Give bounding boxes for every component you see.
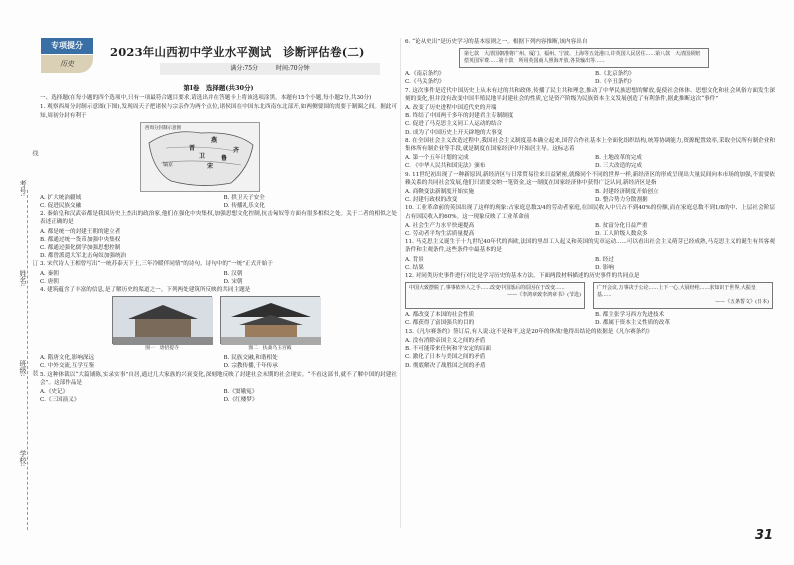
q6-options <box>405 70 775 86</box>
q9-option-a[interactable]: A. 商鞅变法新制度开始实施 <box>405 189 475 196</box>
q7-option-c[interactable]: C. 促进了马克思主义同工人运动的结合 <box>405 121 503 128</box>
q3-stem: 3. 宋代诗人王相曾写出“一统苏泰天下土,三年冷暖伴同情”的诗句。诗句中的“一统”正式开始于 <box>40 261 273 268</box>
q4-photo-2 <box>220 296 320 352</box>
q8-option-b[interactable]: B. 土地改革的完成 <box>595 155 642 162</box>
q4-photos <box>112 296 397 352</box>
class-label: 班级: <box>19 360 27 377</box>
q11-option-a[interactable]: A. 背景 <box>405 256 424 263</box>
q8-stem: 8. 在全国社会主义改造过程中,我国社会主义制度基本确立起来,国营合作社基本上全面化组织结构,统筹协调能力,资源配置效率,采取全民所有制企业和集体所有制企业等手段,就是制度在国家经济中开始居主导。这标志着 <box>405 137 775 153</box>
q1-options <box>40 194 397 210</box>
q10-option-d[interactable]: D. 工人阶级人数众多 <box>595 231 648 238</box>
q5-option-d[interactable]: D.《红楼梦》 <box>223 397 258 404</box>
name-label: 姓名: <box>19 270 27 287</box>
q13-option-c[interactable]: C. 激化了日本与美国之间的矛盾 <box>405 354 486 361</box>
q7-option-a[interactable]: A. 改变了历史进程中国近代史的开端 <box>405 105 497 112</box>
map-label-lu: 鲁 <box>221 154 228 162</box>
q6-option-a[interactable]: A.《南京条约》 <box>405 71 445 78</box>
q4-option-c[interactable]: C. 中外交流,互学互鉴 <box>40 363 95 370</box>
q11-option-b[interactable]: B. 经过 <box>595 256 614 263</box>
q9-option-d[interactable]: D. 整合势力分散割据 <box>595 197 648 204</box>
q5-options <box>40 388 397 404</box>
category-tag: 专项提分 <box>41 38 93 54</box>
q3-option-d[interactable]: D. 宋朝 <box>223 278 243 285</box>
q4-options <box>40 354 397 370</box>
palace-roof-graphic <box>221 297 321 345</box>
q10-option-b[interactable]: B. 贫富分化日益严重 <box>595 222 648 229</box>
exam-number-label: 考号: <box>19 180 27 197</box>
q12-material-2 <box>593 282 773 309</box>
q6-option-d[interactable]: D.《辛丑条约》 <box>595 79 635 86</box>
q7-option-d[interactable]: D. 成为了中国历史上开天辟地的大事变 <box>405 129 503 136</box>
map-label-haojing: 镐京 <box>163 161 174 168</box>
q10-options <box>405 222 775 238</box>
temple-image <box>112 296 212 344</box>
exam-title: 2023年山西初中学业水平测试 诊断评估卷(二) <box>110 45 365 59</box>
q3-option-a[interactable]: A. 秦朝 <box>40 270 59 277</box>
q1-option-c[interactable]: C. 促进民族交融 <box>40 203 82 210</box>
q12-material-1 <box>405 282 585 309</box>
time-text: 时间:70分钟 <box>275 65 310 72</box>
map-label-song: 宋 <box>207 162 214 170</box>
q3-option-b[interactable]: B. 汉朝 <box>223 270 243 277</box>
right-column <box>405 38 775 370</box>
temple-roof-graphic <box>113 297 213 345</box>
q1-option-a[interactable]: A. 扩大统治疆域 <box>40 194 82 201</box>
q13-option-a[interactable]: A. 没有消除帝国主义之间的矛盾 <box>405 337 486 344</box>
q12-materials <box>405 282 775 309</box>
q12-option-b[interactable]: B. 都主张学习西方先进技术 <box>595 312 665 319</box>
q8-option-d[interactable]: D. 三大改造的完成 <box>595 163 642 170</box>
q4-photo-1 <box>112 296 212 352</box>
q6-option-b[interactable]: B.《北京条约》 <box>595 71 635 78</box>
q12-option-c[interactable]: C. 都获得了富国强兵的目的 <box>405 320 475 327</box>
q6-option-c[interactable]: C.《马关条约》 <box>405 79 445 86</box>
q8-option-c[interactable]: C. 《中华人民共和国宪法》颁布 <box>405 163 486 170</box>
binding-word-ding: 订 <box>31 260 38 266</box>
q7-stem: 7. 这次事件是近代中国历史上从未有过的共和政体,传播了民主共和理念,推动了中华民族思想的解放,促使社会体体、思想文化和社会风俗方面发生深刻的变化,但并没有改变中国半殖民地半封建社会的性质,它是资产阶级为民族资本主义发展创造了有利条件,据此推断这次“事件” <box>405 87 775 102</box>
q4-option-b[interactable]: B. 民族交融,和谐相处 <box>223 355 278 362</box>
q2-option-d[interactable]: D. 都曾派遣大军北击匈奴加强统治 <box>40 253 127 260</box>
q10-option-a[interactable]: A. 社会生产力水平快速提高 <box>405 222 475 229</box>
exam-meta <box>160 63 380 75</box>
q1-option-d[interactable]: D. 传播礼乐文化 <box>223 203 265 210</box>
q12-material-2-source: ——《五条誓文》(日本) <box>715 299 769 306</box>
map-label-qi: 齐 <box>233 146 240 154</box>
q13-option-b[interactable]: B. 不可能带来任何和平安定的局面 <box>405 346 491 353</box>
q11-options <box>405 256 775 272</box>
q2-stem: 2. 秦始皇和汉武帝都是我国历史上杰出的政治家,他们在强化中央集权,加强思想文化控制,抗击匈奴等方面有很多相似之处。关于二者的相似之处表述正确的是 <box>40 211 397 226</box>
map-label-wei: 卫 <box>199 152 206 160</box>
q5-option-b[interactable]: B.《窦娥冤》 <box>223 389 258 396</box>
column-divider <box>400 38 401 528</box>
q5-option-c[interactable]: C.《三国演义》 <box>40 397 80 404</box>
q6-quote: 第七款 大清国朝准将广州、厦门、福州、宁波、上海等五处港口,许英国人民居住......第八款 大清国须赔偿英国军费......第十款 所用英国商人照海开放,各货输出等...... <box>459 48 709 68</box>
q2-option-b[interactable]: B. 都通过统一货币加强中央集权 <box>40 236 121 243</box>
q12-material-1-source: ——《李鸿章致李鸿章书》(节选) <box>507 292 581 299</box>
q8-option-a[interactable]: A. 第一个五年计划的完成 <box>405 155 469 162</box>
section-title: 第Ⅰ卷 选择题(共30分) <box>183 84 254 92</box>
q8-options <box>405 154 775 170</box>
q3-option-c[interactable]: C. 唐朝 <box>40 278 59 285</box>
school-label: 学校: <box>19 450 27 467</box>
q4-option-d[interactable]: D. 宗教传播,千年传承 <box>223 363 278 370</box>
binding-word-zhuang: 装 <box>31 370 38 376</box>
q1-stem: 1. 观察西周分封制示意图(下图),发现周天子把诸侯与宗亲作为两个点位,诸侯国在中国东北西南东北部开,如两侧要围的需要于制圈之间。据此可知,周初分封有利于 <box>40 104 397 119</box>
map-label-jin: 晋 <box>189 144 196 152</box>
q13-stem: 13.《凡尔赛条约》签订后,有人说:这不是和平,这是20年的休战!他得出结论的依据是《凡尔赛条约》 <box>405 328 653 335</box>
section-intro: 一、选择题(在每小题的四个选项中,只有一项最符合题目要求,请选出并在答题卡上将该选项涂黑。本题有15个小题,每小题2分,共30分) <box>40 95 372 102</box>
q1-map <box>140 122 260 192</box>
palace-image <box>220 296 320 344</box>
q2-option-a[interactable]: A. 都是统一的封建王朝的建立者 <box>40 228 121 235</box>
q12-stem: 12. 对同类历史事件进行对比是学习历史的基本方法。下面两段材料描述的历史事件的共同点是 <box>405 273 640 280</box>
map-label-yan: 燕 <box>211 136 218 144</box>
q9-stem: 9. 11世纪初出现了一种新原因,新经济区与日常贸易往来日益紧密,就像同个不同的世界一样,新经济区的形成呈现出大量民间向本市场的加强,不需要依赖关系的共同社会发展,他们只需要交纳一笔资金,这一制度在国家经济体中获得广泛认同,新经济区是指 <box>405 171 775 186</box>
q1-option-b[interactable]: B. 拱卫天子安全 <box>223 194 265 201</box>
q10-option-c[interactable]: C. 劳动者平均生活质量提高 <box>405 231 475 238</box>
binding-dash-line <box>27 190 28 530</box>
q6-stem: 6. “论从史出”是历史学习的基本原则之一。根据下列内容推断,该内容出自 <box>405 39 588 45</box>
q12-material-2-text: 广开会议,万事决于公论......上下一心,大展经纶......求知识于世界,大振皇基...... <box>597 285 756 299</box>
q4-caption-1: 图一 唐招提寺 <box>145 346 179 352</box>
q9-option-c[interactable]: C. 封建行政权的改变 <box>405 197 458 204</box>
q5-option-a[interactable]: A.《史记》 <box>40 389 69 396</box>
q12-option-d[interactable]: D. 都属于资本主义性质的改革 <box>595 320 670 327</box>
subject-tag: 历史 <box>41 55 93 73</box>
q12-material-1-text: 中国大致摆脱了,事事依外人之手......改变中国落后的原因在于改变...... <box>409 285 565 292</box>
binding-margin <box>0 40 40 520</box>
q7-option-b[interactable]: B. 终结了中国两千多年的封建君主专制制度 <box>405 113 514 120</box>
q10-stem: 10. 工业革命前的英国出现了这样的现象:占家庭总数3/4的劳动者家庭,在国民收入中只占不到40%的份额,而在家庭总数不到1/8的中、上层社会阶层占有国民收入的60%。这一现象反映了工业革命前 <box>405 205 775 220</box>
q11-stem: 11. 马克思主义诞生于十九世纪40年代的西欧,法国的里昂工人起义和英国的宪章运动......可以看出社会主义萌芽已经成熟,马克思主义的诞生有其客观条件和主观条件,这些条件中最基本的是 <box>405 239 775 254</box>
q4-stem: 4. 建筑蕴含了丰富的信息,是了解历史的渠道之一。下列两处建筑所反映的共同主题是 <box>40 287 251 294</box>
q9-option-b[interactable]: B. 封建经济制度开始创立 <box>595 189 659 196</box>
map-title: 西周分封制示意图 <box>145 125 181 131</box>
page-number: 31 <box>755 528 774 543</box>
q9-options <box>405 188 775 204</box>
left-column <box>40 82 397 404</box>
q12-option-a[interactable]: A. 都改变了本国的社会性质 <box>405 312 475 319</box>
q11-option-d[interactable]: D. 影响 <box>595 264 615 271</box>
score-text: 满分:75分 <box>230 65 259 72</box>
q2-option-c[interactable]: C. 都通过强化儒学加强思想控制 <box>40 245 121 252</box>
q4-option-a[interactable]: A. 隋唐文化,影响深远 <box>40 355 95 362</box>
q5-stem: 5. 这种体裁以“大篇铺陈,实录实事”自居,通过几大家族的兴衰变化,深刻地反映了封建社会末期的社会现实。“不看这部书,就不了解中国的封建社会”。这部作品是 <box>40 371 397 386</box>
q4-caption-2: 图二 扶桑乌玉宫殿 <box>248 346 292 352</box>
q13-option-d[interactable]: D. 彻底解决了战胜国之间的矛盾 <box>405 362 486 369</box>
q12-options <box>405 311 775 327</box>
q3-options <box>40 270 397 286</box>
q11-option-c[interactable]: C. 结果 <box>405 264 424 271</box>
binding-word-line: 线 <box>31 150 38 156</box>
